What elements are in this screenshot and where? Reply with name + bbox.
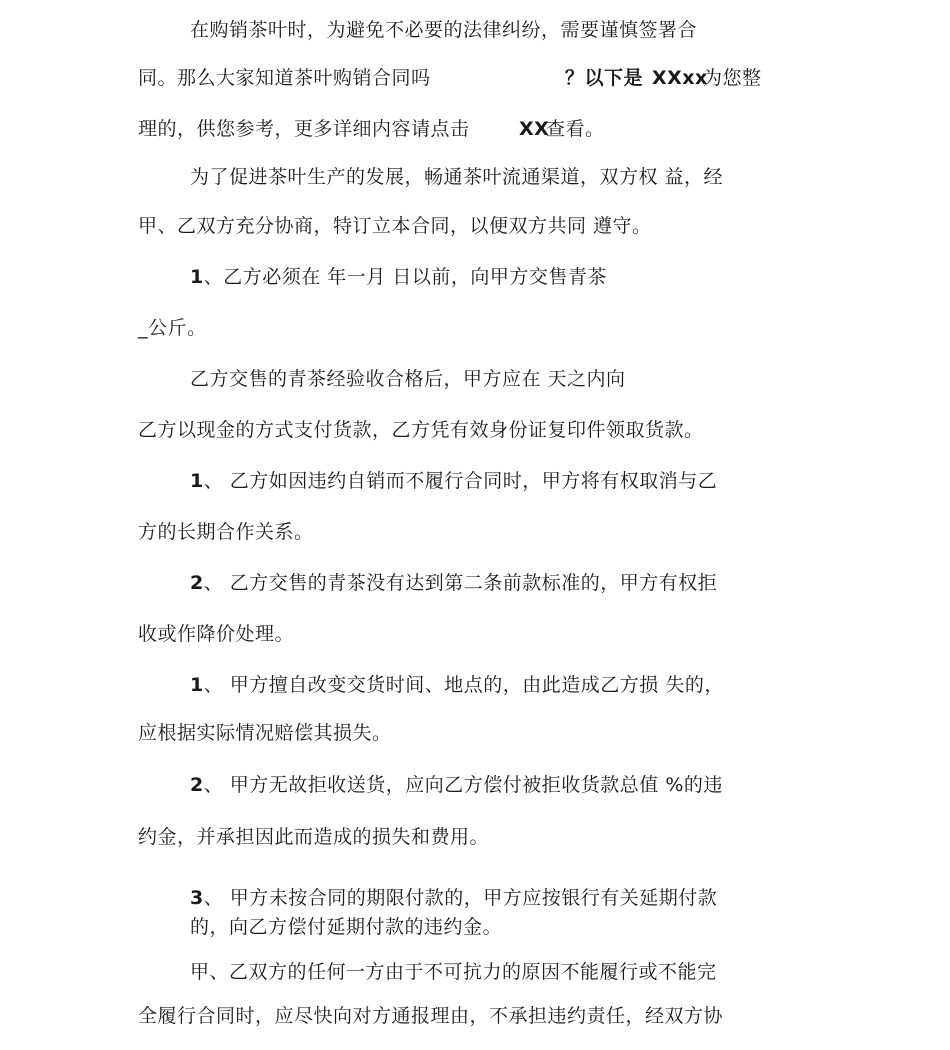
paragraph-intro-line-3: 理的，供您参考，更多详细内容请点击 [138, 118, 470, 140]
clause-1-line-2: _公斤。 [138, 317, 207, 339]
paragraph-preamble-line-1: 为了促进茶叶生产的发展，畅通茶叶流通渠道，双方权 益，经 [190, 166, 724, 188]
paragraph-intro-line-2: 同。那么大家知道茶叶购销合同吗 [138, 67, 431, 89]
clause-number: 1 [190, 266, 204, 288]
clause-text: 、乙方必须在 年一月 日以前，向甲方交售青茶 [203, 266, 607, 288]
paragraph-preamble-line-2: 甲、乙双方充分协商，特订立本合同，以便双方共同 遵守。 [138, 215, 652, 237]
liability-1-line-2: 方的长期合作关系。 [138, 521, 314, 543]
paragraph-intro-line-2-end: 为您整 [703, 67, 762, 89]
liability-2-line-1 [190, 571, 717, 595]
placeholder-link: XX [519, 118, 550, 140]
payment-line-1: 乙方交售的青茶经验收合格后，甲方应在 天之内向 [190, 368, 626, 390]
paragraph-intro-line-2-question: ？以下是 [565, 67, 644, 89]
liability-1-line-1 [190, 469, 717, 493]
force-majeure-line-1: 甲、乙双方的任何一方由于不可抗力的原因不能履行或不能完 [190, 961, 717, 983]
buyer-liability-2-line-1 [190, 773, 723, 797]
force-majeure-line-2: 全履行合同时，应尽快向对方通报理由，不承担违约责任，经双方协 [138, 1005, 724, 1027]
clause-number: 1 [190, 674, 204, 696]
buyer-liability-2-line-2: 约金，并承担因此而造成的损失和费用。 [138, 826, 490, 848]
placeholder-author: XXxx [652, 67, 708, 89]
buyer-liability-1-line-2: 应根据实际情况赔偿其损失。 [138, 722, 392, 744]
clause-number: 1 [190, 470, 204, 492]
payment-line-2: 乙方以现金的方式支付货款，乙方凭有效身份证复印件领取货款。 [138, 419, 704, 441]
clause-number: 3 [190, 887, 204, 909]
clause-text: 、 甲方无故拒收送货，应向乙方偿付被拒收货款总值 %的违 [203, 774, 723, 796]
clause-text: 、 乙方交售的青茶没有达到第二条前款标准的，甲方有权拒 [203, 572, 718, 594]
clause-number: 2 [190, 572, 204, 594]
clause-text: 、 乙方如因违约自销而不履行合同时，甲方将有权取消与乙 [203, 470, 718, 492]
buyer-liability-3-line-1 [190, 886, 717, 910]
clause-number: 2 [190, 774, 204, 796]
clause-1-line-1 [190, 265, 607, 289]
paragraph-intro-line-3-end: 查看。 [546, 118, 605, 140]
clause-text: 、 甲方擅自改变交货时间、地点的，由此造成乙方损 失的， [203, 674, 724, 696]
paragraph-intro-line-1: 在购销茶叶时，为避免不必要的法律纠纷，需要谨慎签署合 [190, 19, 698, 41]
buyer-liability-3-line-2: 的，向乙方偿付延期付款的违约金。 [190, 916, 503, 938]
liability-2-line-2: 收或作降价处理。 [138, 623, 295, 645]
clause-text: 、 甲方未按合同的期限付款的，甲方应按银行有关延期付款 [203, 887, 718, 909]
buyer-liability-1-line-1 [190, 673, 724, 697]
